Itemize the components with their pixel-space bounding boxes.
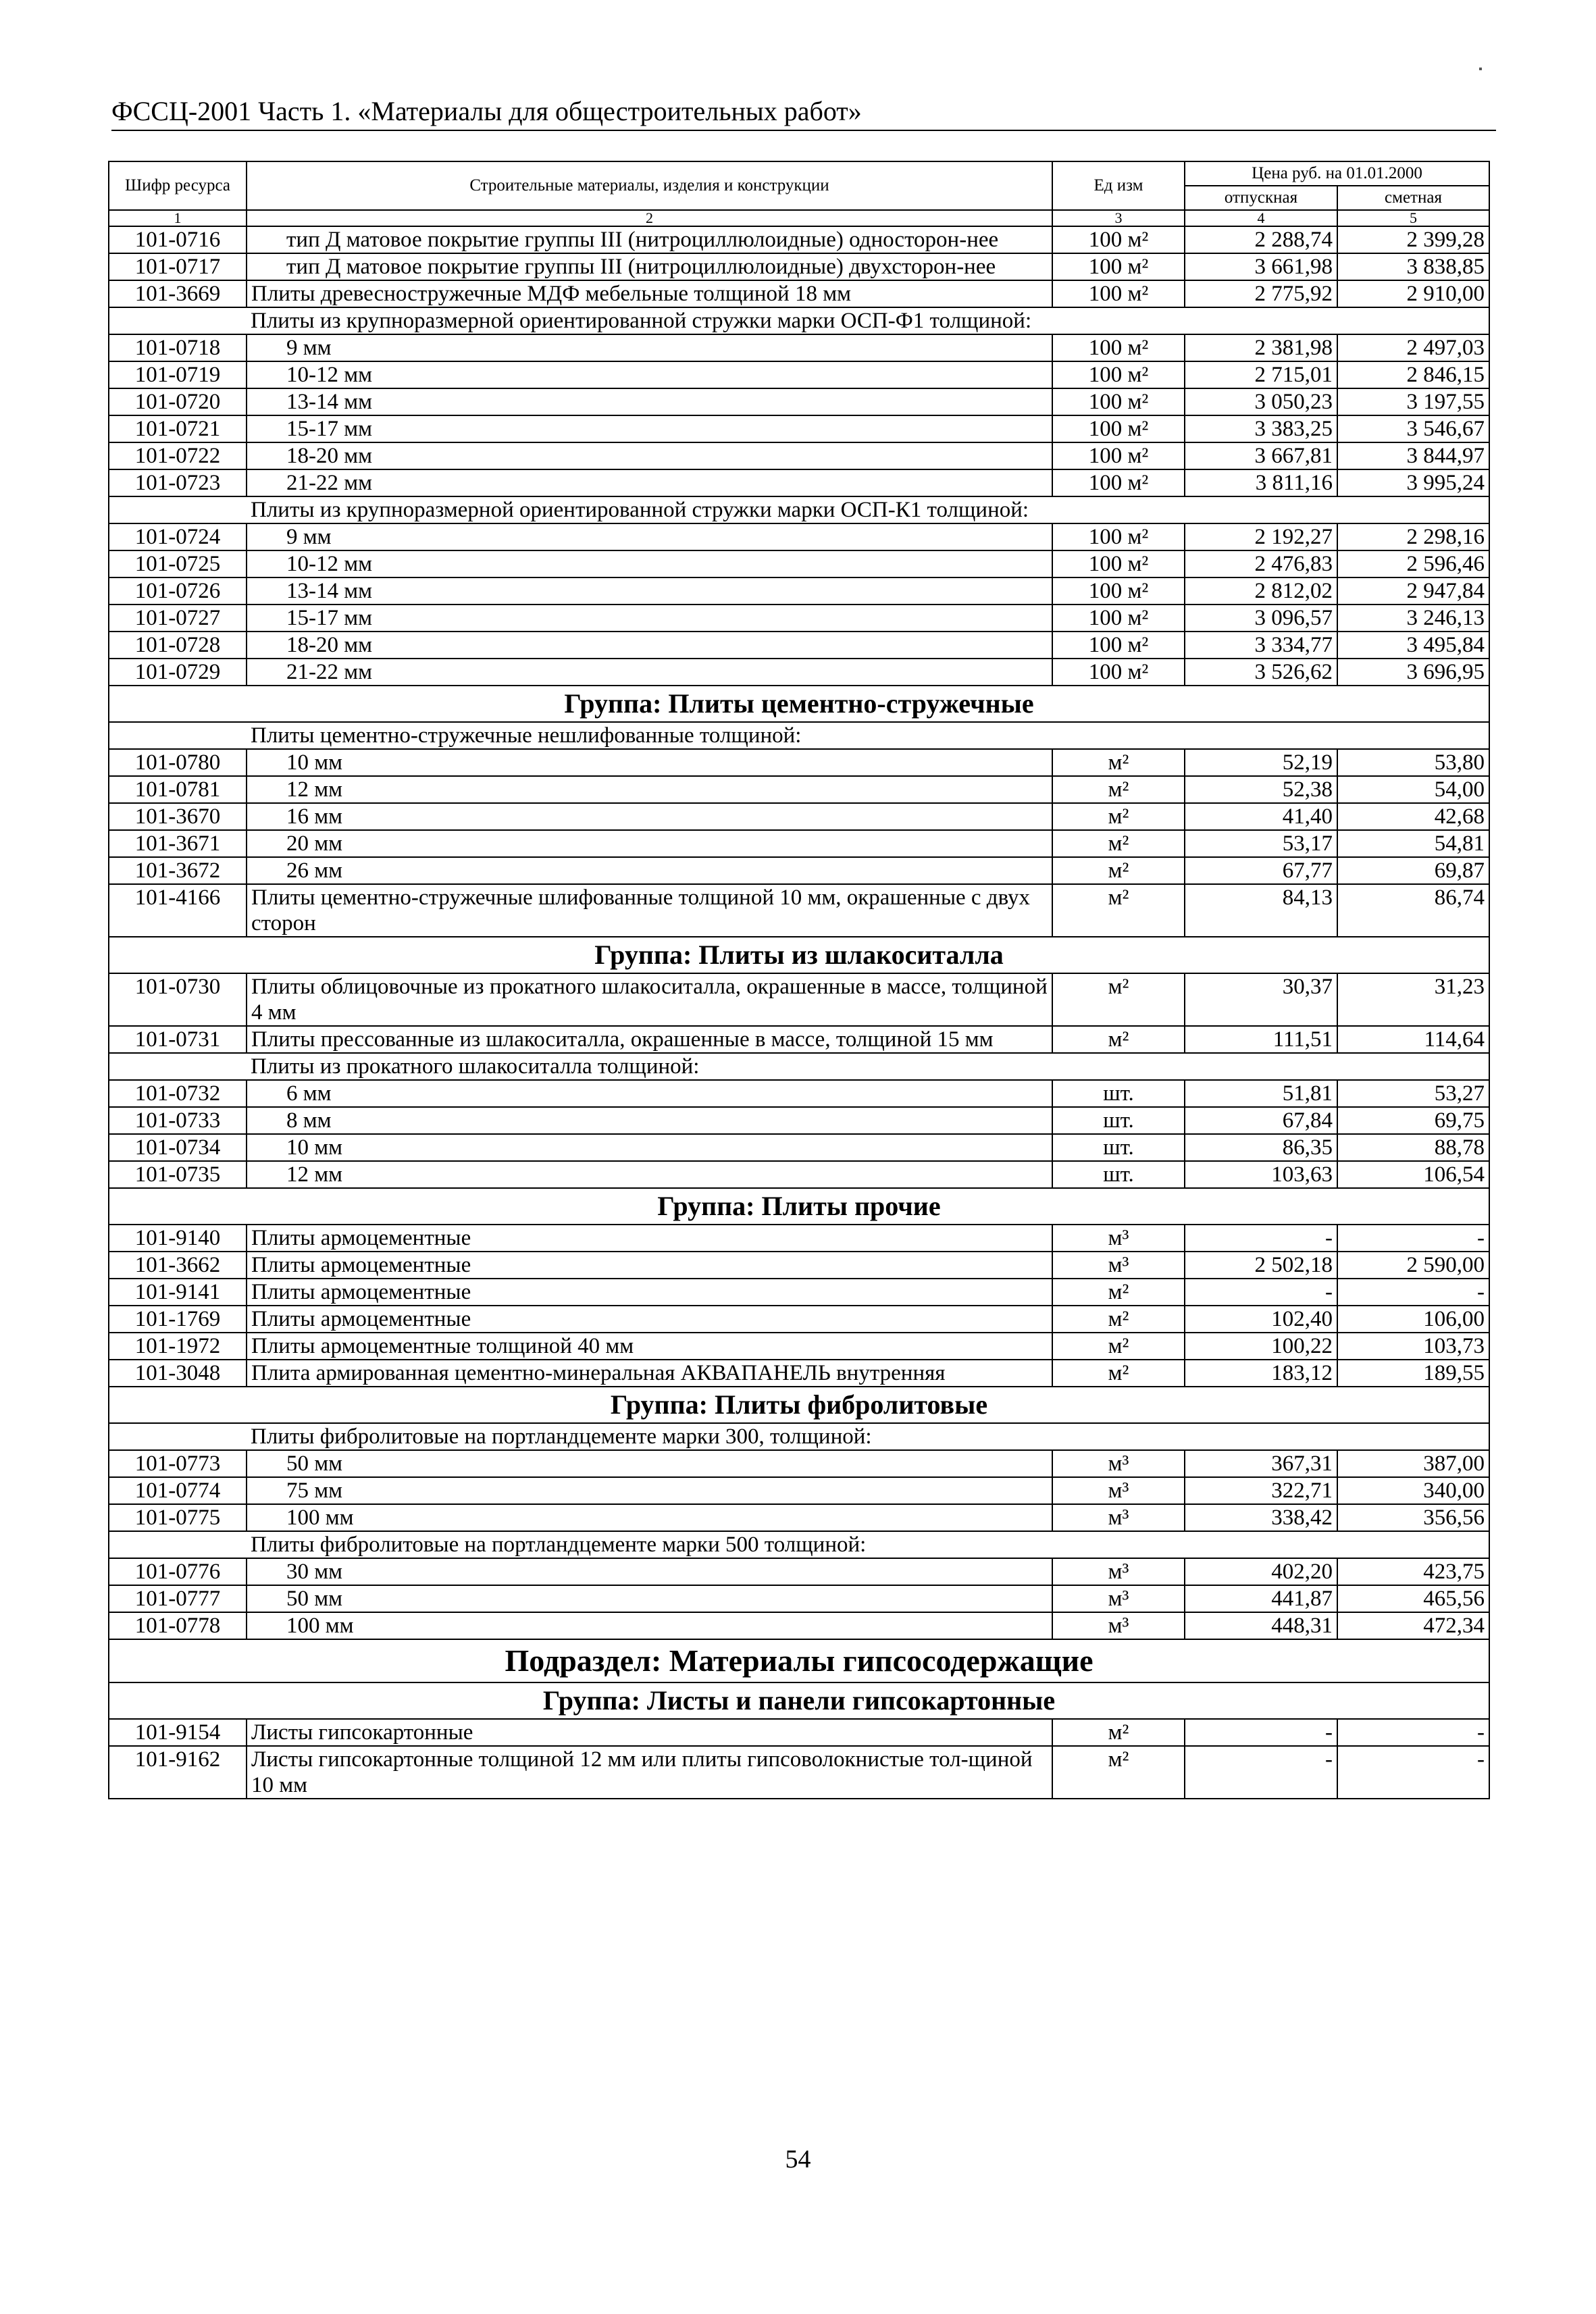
material-name: 10 мм xyxy=(247,749,1052,776)
resource-code: 101-0722 xyxy=(109,442,247,469)
material-name: 100 мм xyxy=(247,1504,1052,1531)
estimate-price: 189,55 xyxy=(1337,1360,1489,1387)
price-table xyxy=(108,161,1490,1799)
estimate-price: 53,80 xyxy=(1337,749,1489,776)
release-price: 41,40 xyxy=(1185,803,1337,830)
estimate-price: 3 995,24 xyxy=(1337,469,1489,496)
release-price: 2 775,92 xyxy=(1185,280,1337,307)
material-name: 50 мм xyxy=(247,1585,1052,1612)
material-name: 20 мм xyxy=(247,830,1052,857)
resource-code: 101-0728 xyxy=(109,632,247,659)
table-row xyxy=(109,442,1489,469)
col-header-code: Шифр ресурса xyxy=(109,161,247,210)
group-heading: Группа: Листы и панели гипсокартонные xyxy=(109,1682,1489,1719)
material-name: Плиты армоцементные xyxy=(247,1306,1052,1333)
material-name: Плита армированная цементно-минеральная АКВАПАНЕЛЬ внутренняя xyxy=(247,1360,1052,1387)
empty-cell xyxy=(109,1053,247,1080)
unit-of-measure: 100 м² xyxy=(1052,361,1185,388)
resource-code: 101-0723 xyxy=(109,469,247,496)
material-name: Плиты армоцементные xyxy=(247,1225,1052,1252)
material-name: 15-17 мм xyxy=(247,605,1052,632)
estimate-price: 2 947,84 xyxy=(1337,577,1489,605)
unit-of-measure: м³ xyxy=(1052,1504,1185,1531)
resource-code: 101-0717 xyxy=(109,253,247,280)
release-price: - xyxy=(1185,1719,1337,1746)
release-price: 3 811,16 xyxy=(1185,469,1337,496)
unit-of-measure: 100 м² xyxy=(1052,334,1185,361)
unit-of-measure: 100 м² xyxy=(1052,577,1185,605)
table-body xyxy=(109,226,1489,1799)
unit-of-measure: 100 м² xyxy=(1052,523,1185,550)
table-row xyxy=(109,1333,1489,1360)
subgroup-title: Плиты из прокатного шлакоситалла толщиной: xyxy=(247,1053,1489,1080)
unit-of-measure: м² xyxy=(1052,1306,1185,1333)
table-row xyxy=(109,226,1489,253)
material-name: 15-17 мм xyxy=(247,415,1052,442)
material-name: 6 мм xyxy=(247,1080,1052,1107)
release-price: 3 667,81 xyxy=(1185,442,1337,469)
release-price: 67,77 xyxy=(1185,857,1337,884)
estimate-price: 103,73 xyxy=(1337,1333,1489,1360)
release-price: 3 526,62 xyxy=(1185,659,1337,686)
material-name: Плиты армоцементные xyxy=(247,1279,1052,1306)
table-row xyxy=(109,1558,1489,1585)
table-row xyxy=(109,1450,1489,1477)
estimate-price: 69,75 xyxy=(1337,1107,1489,1134)
unit-of-measure: шт. xyxy=(1052,1161,1185,1188)
subgroup-title-row xyxy=(109,307,1489,334)
table-row xyxy=(109,884,1489,937)
estimate-price: 3 838,85 xyxy=(1337,253,1489,280)
table-row xyxy=(109,550,1489,577)
page-number: 54 xyxy=(785,2145,811,2174)
resource-code: 101-3048 xyxy=(109,1360,247,1387)
unit-of-measure: м² xyxy=(1052,803,1185,830)
table-row xyxy=(109,253,1489,280)
col-number-3: 3 xyxy=(1052,210,1185,226)
table-head xyxy=(109,161,1489,226)
resource-code: 101-0726 xyxy=(109,577,247,605)
release-price: 111,51 xyxy=(1185,1026,1337,1053)
unit-of-measure: 100 м² xyxy=(1052,550,1185,577)
estimate-price: 356,56 xyxy=(1337,1504,1489,1531)
estimate-price: 86,74 xyxy=(1337,884,1489,937)
resource-code: 101-0724 xyxy=(109,523,247,550)
estimate-price: 2 590,00 xyxy=(1337,1252,1489,1279)
group-heading: Группа: Плиты цементно-стружечные xyxy=(109,686,1489,722)
resource-code: 101-0734 xyxy=(109,1134,247,1161)
table-row xyxy=(109,280,1489,307)
empty-cell xyxy=(109,1531,247,1558)
estimate-price: - xyxy=(1337,1719,1489,1746)
estimate-price: 3 546,67 xyxy=(1337,415,1489,442)
material-name: 12 мм xyxy=(247,776,1052,803)
release-price: 3 334,77 xyxy=(1185,632,1337,659)
estimate-price: 472,34 xyxy=(1337,1612,1489,1639)
unit-of-measure: шт. xyxy=(1052,1107,1185,1134)
resource-code: 101-0775 xyxy=(109,1504,247,1531)
col-number-2: 2 xyxy=(247,210,1052,226)
material-name: 21-22 мм xyxy=(247,659,1052,686)
resource-code: 101-9154 xyxy=(109,1719,247,1746)
estimate-price: 3 197,55 xyxy=(1337,388,1489,415)
release-price: 2 288,74 xyxy=(1185,226,1337,253)
empty-cell xyxy=(109,496,247,523)
unit-of-measure: м³ xyxy=(1052,1450,1185,1477)
resource-code: 101-0773 xyxy=(109,1450,247,1477)
release-price: 100,22 xyxy=(1185,1333,1337,1360)
release-price: 67,84 xyxy=(1185,1107,1337,1134)
material-name: Плиты армоцементные толщиной 40 мм xyxy=(247,1333,1052,1360)
estimate-price: 106,00 xyxy=(1337,1306,1489,1333)
resource-code: 101-3672 xyxy=(109,857,247,884)
release-price: 2 192,27 xyxy=(1185,523,1337,550)
release-price: - xyxy=(1185,1279,1337,1306)
subgroup-title-row xyxy=(109,496,1489,523)
material-name: Плиты армоцементные xyxy=(247,1252,1052,1279)
table-row xyxy=(109,1746,1489,1799)
unit-of-measure: м³ xyxy=(1052,1477,1185,1504)
unit-of-measure: 100 м² xyxy=(1052,659,1185,686)
table-row xyxy=(109,1225,1489,1252)
col-header-estimate: сметная xyxy=(1337,186,1489,210)
release-price: 84,13 xyxy=(1185,884,1337,937)
unit-of-measure: м² xyxy=(1052,1279,1185,1306)
table-row xyxy=(109,1080,1489,1107)
estimate-price: 53,27 xyxy=(1337,1080,1489,1107)
group-heading: Группа: Плиты из шлакоситалла xyxy=(109,937,1489,973)
table-row xyxy=(109,1252,1489,1279)
resource-code: 101-0729 xyxy=(109,659,247,686)
material-name: 13-14 мм xyxy=(247,388,1052,415)
estimate-price: 340,00 xyxy=(1337,1477,1489,1504)
release-price: 3 383,25 xyxy=(1185,415,1337,442)
release-price: 183,12 xyxy=(1185,1360,1337,1387)
material-name: Плиты облицовочные из прокатного шлакоситалла, окрашенные в массе, толщиной 4 мм xyxy=(247,973,1052,1026)
col-number-4: 4 xyxy=(1185,210,1337,226)
unit-of-measure: м² xyxy=(1052,973,1185,1026)
table-row xyxy=(109,803,1489,830)
material-name: 75 мм xyxy=(247,1477,1052,1504)
section-heading: Подраздел: Материалы гипсосодержащие xyxy=(109,1639,1489,1682)
estimate-price: 2 497,03 xyxy=(1337,334,1489,361)
resource-code: 101-0732 xyxy=(109,1080,247,1107)
material-name: 26 мм xyxy=(247,857,1052,884)
table-row xyxy=(109,1279,1489,1306)
estimate-price: - xyxy=(1337,1225,1489,1252)
table-row xyxy=(109,1360,1489,1387)
material-name: 18-20 мм xyxy=(247,442,1052,469)
resource-code: 101-0719 xyxy=(109,361,247,388)
release-price: 367,31 xyxy=(1185,1450,1337,1477)
unit-of-measure: 100 м² xyxy=(1052,280,1185,307)
unit-of-measure: 100 м² xyxy=(1052,632,1185,659)
resource-code: 101-0725 xyxy=(109,550,247,577)
unit-of-measure: м² xyxy=(1052,1026,1185,1053)
group-heading-row xyxy=(109,1682,1489,1719)
release-price: 86,35 xyxy=(1185,1134,1337,1161)
resource-code: 101-9140 xyxy=(109,1225,247,1252)
estimate-price: 42,68 xyxy=(1337,803,1489,830)
col-header-price: Цена руб. на 01.01.2000 xyxy=(1185,161,1489,186)
material-name: 10-12 мм xyxy=(247,550,1052,577)
unit-of-measure: м² xyxy=(1052,1746,1185,1799)
release-price: 103,63 xyxy=(1185,1161,1337,1188)
table-row xyxy=(109,361,1489,388)
unit-of-measure: м² xyxy=(1052,749,1185,776)
material-name: 16 мм xyxy=(247,803,1052,830)
unit-of-measure: м² xyxy=(1052,830,1185,857)
table-row xyxy=(109,776,1489,803)
estimate-price: 423,75 xyxy=(1337,1558,1489,1585)
release-price: 3 096,57 xyxy=(1185,605,1337,632)
group-heading-row xyxy=(109,937,1489,973)
material-name: 10 мм xyxy=(247,1134,1052,1161)
section-heading-row xyxy=(109,1639,1489,1682)
resource-code: 101-0716 xyxy=(109,226,247,253)
unit-of-measure: м³ xyxy=(1052,1225,1185,1252)
estimate-price: 3 844,97 xyxy=(1337,442,1489,469)
resource-code: 101-0781 xyxy=(109,776,247,803)
estimate-price: 2 399,28 xyxy=(1337,226,1489,253)
estimate-price: 106,54 xyxy=(1337,1161,1489,1188)
subgroup-title: Плиты из крупноразмерной ориентированной стружки марки ОСП-К1 толщиной: xyxy=(247,496,1489,523)
unit-of-measure: м² xyxy=(1052,776,1185,803)
estimate-price: 465,56 xyxy=(1337,1585,1489,1612)
material-name: 50 мм xyxy=(247,1450,1052,1477)
table-row xyxy=(109,1612,1489,1639)
unit-of-measure: м² xyxy=(1052,857,1185,884)
release-price: 3 050,23 xyxy=(1185,388,1337,415)
unit-of-measure: м³ xyxy=(1052,1558,1185,1585)
table-row xyxy=(109,605,1489,632)
resource-code: 101-0777 xyxy=(109,1585,247,1612)
release-price: 2 381,98 xyxy=(1185,334,1337,361)
material-name: Листы гипсокартонные толщиной 12 мм или плиты гипсоволокнистые тол-щиной 10 мм xyxy=(247,1746,1052,1799)
release-price: - xyxy=(1185,1225,1337,1252)
unit-of-measure: 100 м² xyxy=(1052,415,1185,442)
unit-of-measure: м³ xyxy=(1052,1252,1185,1279)
resource-code: 101-3671 xyxy=(109,830,247,857)
group-heading: Группа: Плиты прочие xyxy=(109,1188,1489,1225)
table-row xyxy=(109,334,1489,361)
table-row xyxy=(109,749,1489,776)
unit-of-measure: м² xyxy=(1052,1719,1185,1746)
resource-code: 101-3662 xyxy=(109,1252,247,1279)
subgroup-title: Плиты фибролитовые на портландцементе марки 300, толщиной: xyxy=(247,1423,1489,1450)
col-header-name: Строительные материалы, изделия и конструкции xyxy=(247,161,1052,210)
resource-code: 101-0774 xyxy=(109,1477,247,1504)
resource-code: 101-3670 xyxy=(109,803,247,830)
release-price: 338,42 xyxy=(1185,1504,1337,1531)
resource-code: 101-0778 xyxy=(109,1612,247,1639)
material-name: Плиты цементно-стружечные шлифованные толщиной 10 мм, окрашенные с двух сторон xyxy=(247,884,1052,937)
release-price: 30,37 xyxy=(1185,973,1337,1026)
estimate-price: 2 596,46 xyxy=(1337,550,1489,577)
table-row xyxy=(109,577,1489,605)
table-row xyxy=(109,1719,1489,1746)
table-row xyxy=(109,415,1489,442)
resource-code: 101-0776 xyxy=(109,1558,247,1585)
subgroup-title-row xyxy=(109,1053,1489,1080)
material-name: 30 мм xyxy=(247,1558,1052,1585)
resource-code: 101-3669 xyxy=(109,280,247,307)
unit-of-measure: 100 м² xyxy=(1052,442,1185,469)
release-price: 3 661,98 xyxy=(1185,253,1337,280)
release-price: - xyxy=(1185,1746,1337,1799)
table-row xyxy=(109,830,1489,857)
scan-speck xyxy=(1479,68,1482,70)
resource-code: 101-9162 xyxy=(109,1746,247,1799)
resource-code: 101-4166 xyxy=(109,884,247,937)
resource-code: 101-0731 xyxy=(109,1026,247,1053)
table-row xyxy=(109,1306,1489,1333)
table-row xyxy=(109,523,1489,550)
col-number-5: 5 xyxy=(1337,210,1489,226)
estimate-price: 2 846,15 xyxy=(1337,361,1489,388)
material-name: Плиты древесностружечные МДФ мебельные толщиной 18 мм xyxy=(247,280,1052,307)
table-row xyxy=(109,1477,1489,1504)
col-number-1: 1 xyxy=(109,210,247,226)
page-header: ФССЦ-2001 Часть 1. «Материалы для общестроительных работ» xyxy=(111,95,1496,131)
release-price: 102,40 xyxy=(1185,1306,1337,1333)
release-price: 402,20 xyxy=(1185,1558,1337,1585)
material-name: 9 мм xyxy=(247,334,1052,361)
table-row xyxy=(109,1504,1489,1531)
estimate-price: 69,87 xyxy=(1337,857,1489,884)
estimate-price: 3 696,95 xyxy=(1337,659,1489,686)
table-row xyxy=(109,632,1489,659)
table-row xyxy=(109,1107,1489,1134)
material-name: 10-12 мм xyxy=(247,361,1052,388)
resource-code: 101-1769 xyxy=(109,1306,247,1333)
material-name: Плиты прессованные из шлакоситалла, окрашенные в массе, толщиной 15 мм xyxy=(247,1026,1052,1053)
resource-code: 101-0721 xyxy=(109,415,247,442)
resource-code: 101-0718 xyxy=(109,334,247,361)
release-price: 53,17 xyxy=(1185,830,1337,857)
unit-of-measure: 100 м² xyxy=(1052,469,1185,496)
material-name: тип Д матовое покрытие группы III (нитроциллюлоидные) односторон-нее xyxy=(247,226,1052,253)
estimate-price: 2 910,00 xyxy=(1337,280,1489,307)
resource-code: 101-9141 xyxy=(109,1279,247,1306)
unit-of-measure: м³ xyxy=(1052,1612,1185,1639)
material-name: 9 мм xyxy=(247,523,1052,550)
table-row xyxy=(109,659,1489,686)
subgroup-title: Плиты из крупноразмерной ориентированной стружки марки ОСП-Ф1 толщиной: xyxy=(247,307,1489,334)
release-price: 2 502,18 xyxy=(1185,1252,1337,1279)
table-row xyxy=(109,1134,1489,1161)
release-price: 322,71 xyxy=(1185,1477,1337,1504)
unit-of-measure: 100 м² xyxy=(1052,253,1185,280)
material-name: тип Д матовое покрытие группы III (нитроциллюлоидные) двухсторон-нее xyxy=(247,253,1052,280)
unit-of-measure: 100 м² xyxy=(1052,388,1185,415)
empty-cell xyxy=(109,722,247,749)
release-price: 2 812,02 xyxy=(1185,577,1337,605)
release-price: 2 476,83 xyxy=(1185,550,1337,577)
subgroup-title-row xyxy=(109,1423,1489,1450)
table-row xyxy=(109,1026,1489,1053)
unit-of-measure: 100 м² xyxy=(1052,226,1185,253)
table-row xyxy=(109,469,1489,496)
table-row xyxy=(109,973,1489,1026)
table-row xyxy=(109,388,1489,415)
empty-cell xyxy=(109,1423,247,1450)
empty-cell xyxy=(109,307,247,334)
col-header-release: отпускная xyxy=(1185,186,1337,210)
subgroup-title: Плиты цементно-стружечные нешлифованные толщиной: xyxy=(247,722,1489,749)
resource-code: 101-0735 xyxy=(109,1161,247,1188)
material-name: 12 мм xyxy=(247,1161,1052,1188)
unit-of-measure: 100 м² xyxy=(1052,605,1185,632)
group-heading-row xyxy=(109,686,1489,722)
material-name: 8 мм xyxy=(247,1107,1052,1134)
resource-code: 101-1972 xyxy=(109,1333,247,1360)
resource-code: 101-0733 xyxy=(109,1107,247,1134)
estimate-price: 31,23 xyxy=(1337,973,1489,1026)
unit-of-measure: м² xyxy=(1052,1360,1185,1387)
estimate-price: 54,00 xyxy=(1337,776,1489,803)
release-price: 441,87 xyxy=(1185,1585,1337,1612)
unit-of-measure: м³ xyxy=(1052,1585,1185,1612)
release-price: 52,19 xyxy=(1185,749,1337,776)
subgroup-title-row xyxy=(109,722,1489,749)
estimate-price: - xyxy=(1337,1746,1489,1799)
subgroup-title: Плиты фибролитовые на портландцементе марки 500 толщиной: xyxy=(247,1531,1489,1558)
resource-code: 101-0780 xyxy=(109,749,247,776)
table-row xyxy=(109,1161,1489,1188)
estimate-price: 387,00 xyxy=(1337,1450,1489,1477)
resource-code: 101-0730 xyxy=(109,973,247,1026)
release-price: 52,38 xyxy=(1185,776,1337,803)
estimate-price: 2 298,16 xyxy=(1337,523,1489,550)
release-price: 448,31 xyxy=(1185,1612,1337,1639)
material-name: 18-20 мм xyxy=(247,632,1052,659)
unit-of-measure: шт. xyxy=(1052,1134,1185,1161)
estimate-price: 3 246,13 xyxy=(1337,605,1489,632)
group-heading: Группа: Плиты фибролитовые xyxy=(109,1387,1489,1423)
release-price: 2 715,01 xyxy=(1185,361,1337,388)
release-price: 51,81 xyxy=(1185,1080,1337,1107)
material-name: Листы гипсокартонные xyxy=(247,1719,1052,1746)
resource-code: 101-0720 xyxy=(109,388,247,415)
material-name: 100 мм xyxy=(247,1612,1052,1639)
estimate-price: 3 495,84 xyxy=(1337,632,1489,659)
table-row xyxy=(109,1585,1489,1612)
group-heading-row xyxy=(109,1188,1489,1225)
resource-code: 101-0727 xyxy=(109,605,247,632)
unit-of-measure: м² xyxy=(1052,1333,1185,1360)
estimate-price: 54,81 xyxy=(1337,830,1489,857)
group-heading-row xyxy=(109,1387,1489,1423)
table-row xyxy=(109,857,1489,884)
unit-of-measure: м² xyxy=(1052,884,1185,937)
col-header-unit: Ед изм xyxy=(1052,161,1185,210)
subgroup-title-row xyxy=(109,1531,1489,1558)
unit-of-measure: шт. xyxy=(1052,1080,1185,1107)
material-name: 21-22 мм xyxy=(247,469,1052,496)
estimate-price: 114,64 xyxy=(1337,1026,1489,1053)
estimate-price: - xyxy=(1337,1279,1489,1306)
estimate-price: 88,78 xyxy=(1337,1134,1489,1161)
material-name: 13-14 мм xyxy=(247,577,1052,605)
